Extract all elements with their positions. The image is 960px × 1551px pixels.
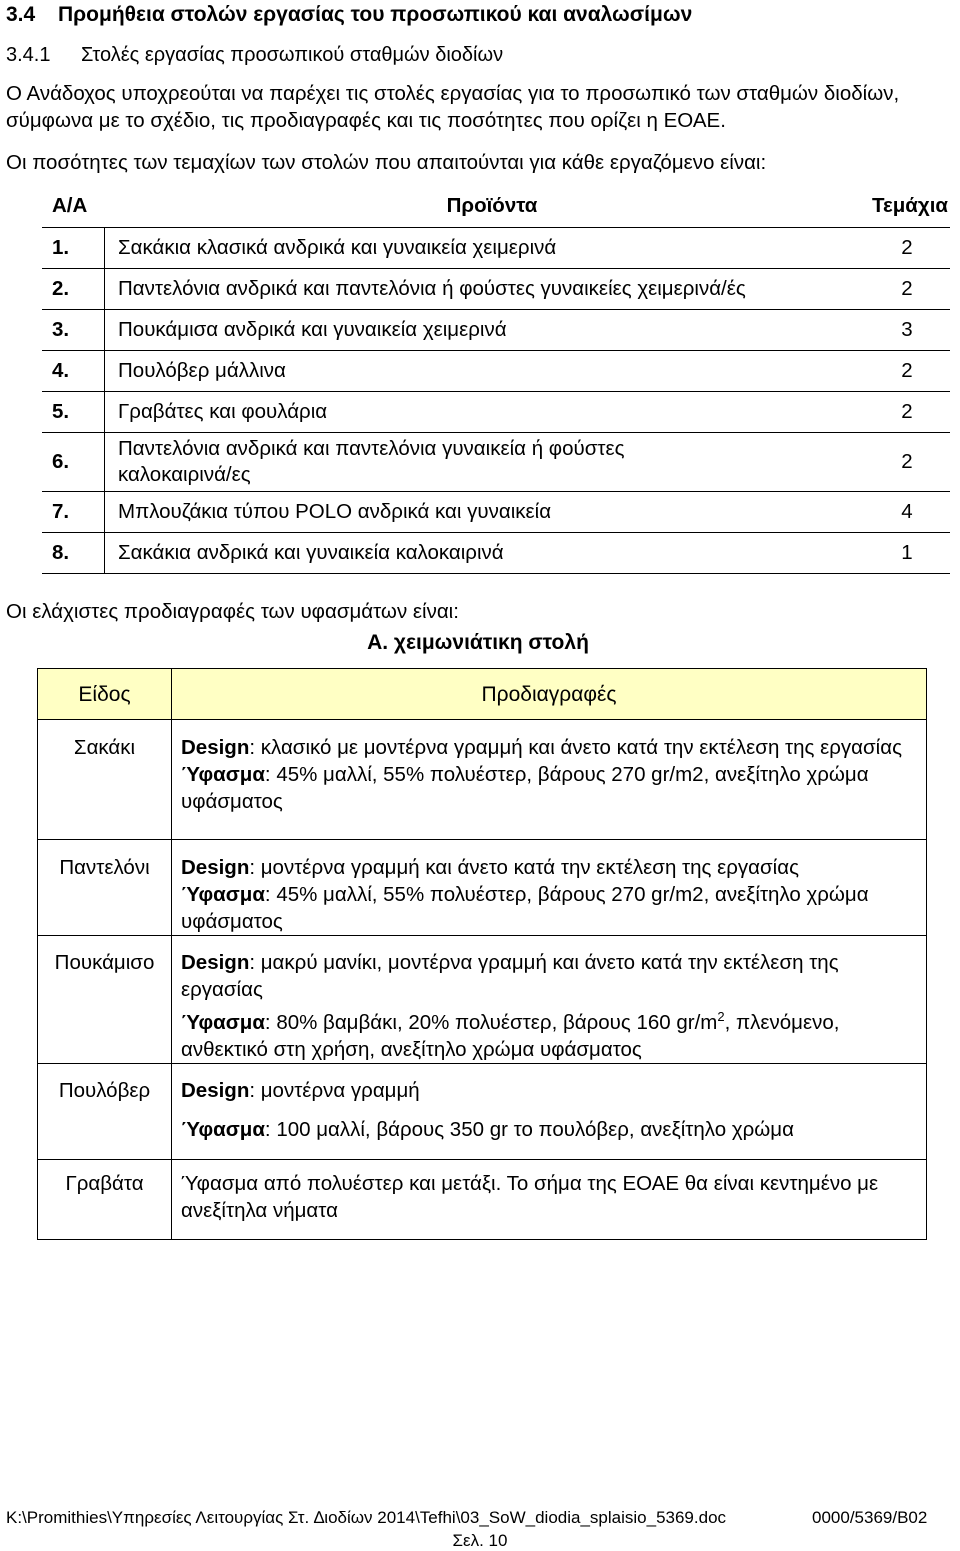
spec-kind: Σακάκι — [38, 720, 172, 840]
spec-text: Ύφασμα από πολυέστερ και μετάξι. Το σήμα της ΕΟΑΕ θα είναι κεντημένο με ανεξίτηλα νήματα — [172, 1159, 927, 1239]
row-qty: 2 — [901, 359, 913, 382]
row-no: 1. — [52, 236, 70, 259]
subsection-number: 3.4.1 — [6, 44, 51, 66]
table-row — [38, 1063, 927, 1159]
table-row — [42, 491, 950, 532]
header-product: Προϊόντα — [446, 193, 538, 217]
spec-table-header — [38, 669, 927, 720]
section-title: Προμήθεια στολών εργασίας του προσωπικού και αναλωσίμων — [58, 3, 693, 26]
header-no: Α/Α — [52, 193, 88, 217]
spec-kind: Παντελόνι — [38, 840, 172, 936]
spec-kind: Πουκάμισο — [38, 936, 172, 1064]
row-qty: 2 — [901, 400, 913, 423]
row-qty: 3 — [901, 318, 913, 341]
spec-text — [172, 936, 927, 1064]
table-row — [42, 268, 950, 309]
row-qty: 2 — [901, 277, 913, 300]
design-label: Design — [181, 951, 250, 974]
table-row — [42, 391, 950, 432]
quantities-intro: Οι ποσότητες των τεμαχίων των στολών που απαιτούνται για κάθε εργαζόμενο είναι: — [6, 151, 767, 174]
fabric-sup: 2 — [717, 1009, 725, 1024]
section-number: 3.4 — [6, 3, 36, 26]
fabric-text: : 45% μαλλί, 55% πολυέστερ, βάρους 270 gr/m2, ανεξίτηλο χρώμα υφάσματος — [181, 883, 869, 933]
header-kind: Είδος — [38, 669, 172, 720]
winter-uniform-title: Α. χειμωνιάτικη στολή — [367, 631, 589, 654]
spec-kind: Πουλόβερ — [38, 1063, 172, 1159]
spec-text — [172, 840, 927, 936]
fabric-label: Ύφασμα — [181, 763, 265, 786]
table-row — [42, 532, 950, 573]
fabric-text: : 45% μαλλί, 55% πολυέστερ, βάρους 270 gr/m2, ανεξίτηλο χρώμα υφάσματος — [181, 763, 869, 813]
row-product — [118, 433, 818, 491]
table-row — [42, 227, 950, 268]
row-product: Πουκάμισα ανδρικά και γυναικεία χειμερινά — [118, 318, 507, 341]
section-heading — [6, 3, 692, 27]
design-label: Design — [181, 1078, 250, 1102]
row-product: Μπλουζάκια τύπου POLO ανδρικά και γυναικεία — [118, 500, 552, 523]
row-no: 2. — [52, 277, 70, 300]
row-no: 3. — [52, 318, 70, 341]
footer-doc-code: 0000/5369/B02 — [812, 1508, 928, 1527]
fabric-label: Ύφασμα — [181, 883, 265, 906]
fabric-label: Ύφασμα — [181, 1010, 265, 1034]
spec-kind: Γραβάτα — [38, 1159, 172, 1239]
header-spec: Προδιαγραφές — [172, 669, 927, 720]
table-row — [38, 720, 927, 840]
row-product-line2: καλοκαιρινά/ες — [118, 463, 251, 486]
quantity-table — [42, 184, 950, 574]
table-row — [42, 309, 950, 350]
subsection-title: Στολές εργασίας προσωπικού σταθμών διοδίων — [81, 44, 504, 66]
fabric-spec-intro: Οι ελάχιστες προδιαγραφές των υφασμάτων είναι: — [6, 600, 459, 623]
spec-table — [37, 668, 927, 1240]
row-qty: 2 — [901, 236, 913, 259]
row-no: 6. — [52, 450, 70, 473]
table-row — [38, 1159, 927, 1239]
row-product: Παντελόνια ανδρικά και παντελόνια ή φούστες γυναικείες χειμερινά/ές — [118, 277, 746, 300]
table-row — [38, 840, 927, 936]
spec-text — [172, 1063, 927, 1159]
row-no: 8. — [52, 541, 70, 564]
table-row — [42, 350, 950, 391]
footer-page-number: Σελ. 10 — [452, 1531, 508, 1550]
design-text: : μοντέρνα γραμμή και άνετο κατά την εκτέλεση της εργασίας — [249, 856, 799, 879]
design-label: Design — [181, 736, 250, 759]
row-no: 4. — [52, 359, 70, 382]
design-label: Design — [181, 856, 250, 879]
row-qty: 2 — [901, 450, 913, 473]
row-no: 5. — [52, 400, 70, 423]
quantity-table-header — [42, 184, 950, 227]
table-row — [42, 432, 950, 491]
row-product: Σακάκια ανδρικά και γυναικεία καλοκαιρινά — [118, 541, 504, 564]
row-product: Γραβάτες και φουλάρια — [118, 400, 328, 423]
footer-file-path: K:\Promithies\Υπηρεσίες Λειτουργίας Στ. ∆ιοδίων 2014\Tefhi\03_SoW_diodia_splaisio_5369.doc — [6, 1508, 727, 1527]
design-text: : μοντέρνα γραμμή — [249, 1078, 420, 1102]
row-qty: 1 — [901, 541, 913, 564]
fabric-text-a: : 80% βαμβάκι, 20% πολυέστερ, βάρους 160 gr/m — [264, 1010, 718, 1034]
intro-paragraph: Ο Ανάδοχος υποχρεούται να παρέχει τις στολές εργασίας για το προσωπικό των σταθμών διοδίων, σύμφωνα με το σχέδιο, τις προδιαγραφές και τις ποσότητες που ορίζει η ΕΟΑΕ. — [6, 82, 900, 132]
design-text: : μακρύ μανίκι, μοντέρνα γραμμή και άνετο κατά την εκτέλεση της εργασίας — [181, 951, 839, 1001]
fabric-label: Ύφασμα — [181, 1117, 265, 1141]
row-qty: 4 — [901, 500, 913, 523]
subsection-heading — [6, 44, 503, 67]
row-product-line1: Παντελόνια ανδρικά και παντελόνια γυναικεία ή φούστες — [118, 437, 625, 460]
row-product: Σακάκια κλασικά ανδρικά και γυναικεία χειμερινά — [118, 236, 557, 259]
fabric-text: : 100 μαλλί, βάρους 350 gr το πουλόβερ, ανεξίτηλο χρώμα — [264, 1117, 794, 1141]
row-no: 7. — [52, 500, 70, 523]
spec-text — [172, 720, 927, 840]
fabric-text-b: , πλενόμενο, ανθεκτικό στη χρήση, ανεξίτηλο χρώμα υφάσματος — [181, 1010, 840, 1061]
row-product: Πουλόβερ μάλλινα — [118, 359, 286, 382]
header-qty: Τεμάχια — [872, 193, 948, 217]
table-row — [38, 936, 927, 1064]
design-text: : κλασικό με μοντέρνα γραμμή και άνετο κατά την εκτέλεση της εργασίας — [249, 736, 902, 759]
